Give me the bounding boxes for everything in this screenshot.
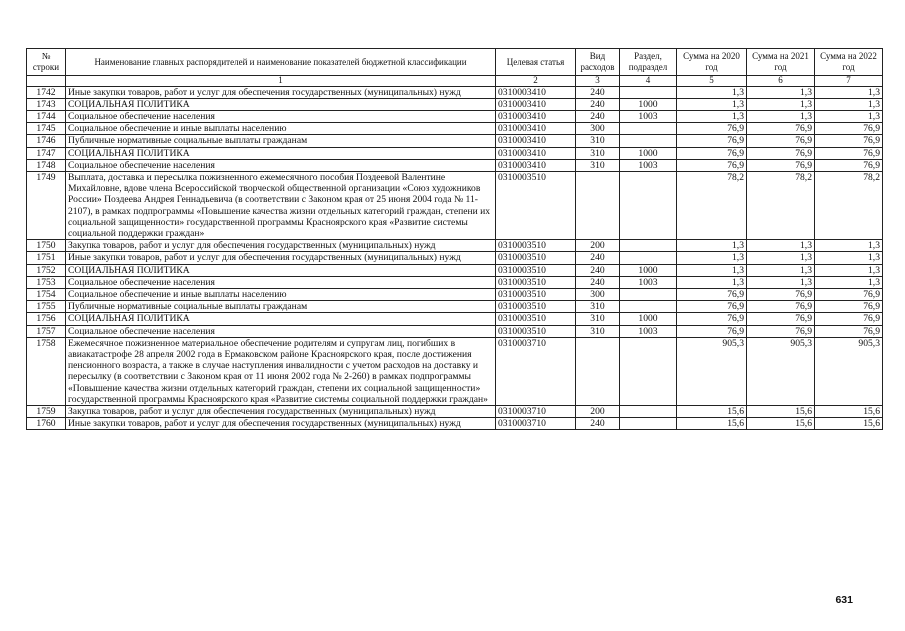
row-sum-2020: 1,3 (677, 252, 747, 264)
row-expense-type: 200 (576, 405, 620, 417)
row-sum-2022: 76,9 (815, 313, 883, 325)
row-sum-2022: 76,9 (815, 147, 883, 159)
row-section (620, 405, 677, 417)
row-expense-type: 300 (576, 123, 620, 135)
row-number: 1754 (27, 288, 66, 300)
row-target-article: 0310003510 (496, 240, 576, 252)
row-sum-2020: 76,9 (677, 135, 747, 147)
row-sum-2022: 1,3 (815, 98, 883, 110)
row-section (620, 418, 677, 430)
row-name: Социальное обеспечение и иные выплаты населению (66, 123, 496, 135)
column-number: 6 (747, 76, 815, 87)
row-name: СОЦИАЛЬНАЯ ПОЛИТИКА (66, 264, 496, 276)
table-row (27, 159, 883, 171)
header-sum-2022: Сумма на 2022 год (815, 49, 883, 76)
row-target-article: 0310003410 (496, 123, 576, 135)
row-sum-2022: 76,9 (815, 123, 883, 135)
row-target-article: 0310003510 (496, 171, 576, 239)
header-sum-2020: Сумма на 2020 год (677, 49, 747, 76)
row-expense-type: 310 (576, 325, 620, 337)
row-target-article: 0310003510 (496, 252, 576, 264)
row-section (620, 240, 677, 252)
row-target-article: 0310003410 (496, 86, 576, 98)
row-sum-2021: 76,9 (747, 288, 815, 300)
row-section: 1003 (620, 325, 677, 337)
row-sum-2020: 1,3 (677, 240, 747, 252)
header-target: Целевая статья (496, 49, 576, 76)
column-number: 7 (815, 76, 883, 87)
row-section (620, 252, 677, 264)
row-sum-2020: 78,2 (677, 171, 747, 239)
table-row (27, 325, 883, 337)
row-sum-2020: 1,3 (677, 86, 747, 98)
row-sum-2022: 1,3 (815, 276, 883, 288)
row-expense-type: 310 (576, 135, 620, 147)
header-exp-type: Вид расходов (576, 49, 620, 76)
row-expense-type: 240 (576, 110, 620, 122)
table-row (27, 110, 883, 122)
row-sum-2022: 15,6 (815, 405, 883, 417)
row-sum-2021: 905,3 (747, 337, 815, 405)
row-number: 1758 (27, 337, 66, 405)
row-target-article: 0310003710 (496, 418, 576, 430)
row-number: 1752 (27, 264, 66, 276)
row-number: 1753 (27, 276, 66, 288)
row-target-article: 0310003710 (496, 337, 576, 405)
row-number: 1744 (27, 110, 66, 122)
row-sum-2021: 15,6 (747, 418, 815, 430)
row-target-article: 0310003510 (496, 301, 576, 313)
row-sum-2022: 1,3 (815, 86, 883, 98)
row-number: 1745 (27, 123, 66, 135)
column-number (27, 76, 66, 87)
row-name: Публичные нормативные социальные выплаты гражданам (66, 135, 496, 147)
table-row (27, 98, 883, 110)
header-sum-2021: Сумма на 2021 год (747, 49, 815, 76)
row-sum-2020: 76,9 (677, 147, 747, 159)
row-section (620, 337, 677, 405)
row-number: 1742 (27, 86, 66, 98)
row-name: Иные закупки товаров, работ и услуг для обеспечения государственных (муниципальных) нужд (66, 252, 496, 264)
row-expense-type: 240 (576, 264, 620, 276)
table-row (27, 252, 883, 264)
row-sum-2021: 1,3 (747, 86, 815, 98)
row-expense-type: 240 (576, 418, 620, 430)
row-sum-2020: 1,3 (677, 264, 747, 276)
row-sum-2020: 1,3 (677, 110, 747, 122)
row-target-article: 0310003410 (496, 110, 576, 122)
table-row (27, 405, 883, 417)
header-row-no: № строки (27, 49, 66, 76)
table-row (27, 264, 883, 276)
row-sum-2021: 1,3 (747, 252, 815, 264)
row-target-article: 0310003510 (496, 313, 576, 325)
row-expense-type: 200 (576, 240, 620, 252)
row-name: Социальное обеспечение и иные выплаты населению (66, 288, 496, 300)
row-sum-2020: 15,6 (677, 418, 747, 430)
row-section (620, 135, 677, 147)
row-expense-type: 240 (576, 276, 620, 288)
row-sum-2021: 1,3 (747, 110, 815, 122)
row-target-article: 0310003410 (496, 98, 576, 110)
row-expense-type: 310 (576, 313, 620, 325)
row-sum-2021: 76,9 (747, 135, 815, 147)
row-number: 1743 (27, 98, 66, 110)
row-sum-2021: 1,3 (747, 98, 815, 110)
row-expense-type: 240 (576, 98, 620, 110)
row-sum-2022: 1,3 (815, 110, 883, 122)
row-name: Социальное обеспечение населения (66, 276, 496, 288)
row-sum-2020: 1,3 (677, 276, 747, 288)
row-sum-2022: 78,2 (815, 171, 883, 239)
row-sum-2021: 15,6 (747, 405, 815, 417)
row-section (620, 288, 677, 300)
row-section (620, 123, 677, 135)
row-sum-2021: 76,9 (747, 159, 815, 171)
row-sum-2021: 76,9 (747, 313, 815, 325)
row-name: СОЦИАЛЬНАЯ ПОЛИТИКА (66, 147, 496, 159)
row-number: 1750 (27, 240, 66, 252)
row-sum-2022: 1,3 (815, 240, 883, 252)
row-name: Иные закупки товаров, работ и услуг для обеспечения государственных (муниципальных) нужд (66, 86, 496, 98)
row-name: Иные закупки товаров, работ и услуг для обеспечения государственных (муниципальных) нужд (66, 418, 496, 430)
row-target-article: 0310003710 (496, 405, 576, 417)
row-sum-2021: 76,9 (747, 301, 815, 313)
row-name: Закупка товаров, работ и услуг для обеспечения государственных (муниципальных) нужд (66, 405, 496, 417)
row-section: 1003 (620, 110, 677, 122)
row-number: 1746 (27, 135, 66, 147)
row-target-article: 0310003510 (496, 325, 576, 337)
header-section: Раздел, подраздел (620, 49, 677, 76)
row-sum-2020: 76,9 (677, 313, 747, 325)
table-row (27, 123, 883, 135)
row-target-article: 0310003410 (496, 159, 576, 171)
row-number: 1760 (27, 418, 66, 430)
row-sum-2021: 1,3 (747, 276, 815, 288)
table-row (27, 240, 883, 252)
row-section: 1003 (620, 159, 677, 171)
row-section: 1000 (620, 147, 677, 159)
column-number: 3 (576, 76, 620, 87)
row-number: 1749 (27, 171, 66, 239)
row-sum-2022: 1,3 (815, 264, 883, 276)
row-sum-2021: 76,9 (747, 123, 815, 135)
row-section: 1003 (620, 276, 677, 288)
table-row (27, 288, 883, 300)
row-sum-2020: 1,3 (677, 98, 747, 110)
row-sum-2022: 76,9 (815, 135, 883, 147)
table-row (27, 171, 883, 239)
row-sum-2022: 15,6 (815, 418, 883, 430)
row-section (620, 171, 677, 239)
row-section (620, 301, 677, 313)
row-name: Публичные нормативные социальные выплаты гражданам (66, 301, 496, 313)
row-sum-2022: 76,9 (815, 325, 883, 337)
row-target-article: 0310003410 (496, 135, 576, 147)
column-number: 5 (677, 76, 747, 87)
row-number: 1747 (27, 147, 66, 159)
row-target-article: 0310003410 (496, 147, 576, 159)
row-number: 1751 (27, 252, 66, 264)
column-number: 1 (66, 76, 496, 87)
header-row (27, 49, 883, 76)
row-expense-type: 300 (576, 288, 620, 300)
row-sum-2022: 1,3 (815, 252, 883, 264)
row-sum-2020: 76,9 (677, 301, 747, 313)
row-sum-2022: 76,9 (815, 159, 883, 171)
row-sum-2020: 15,6 (677, 405, 747, 417)
table-row (27, 147, 883, 159)
row-sum-2021: 1,3 (747, 240, 815, 252)
row-expense-type (576, 171, 620, 239)
table-row (27, 276, 883, 288)
row-name: Социальное обеспечение населения (66, 325, 496, 337)
row-target-article: 0310003510 (496, 264, 576, 276)
row-sum-2020: 76,9 (677, 123, 747, 135)
column-number-row (27, 76, 883, 87)
table-row (27, 135, 883, 147)
row-number: 1757 (27, 325, 66, 337)
row-sum-2022: 76,9 (815, 288, 883, 300)
row-section (620, 86, 677, 98)
column-number: 2 (496, 76, 576, 87)
row-number: 1748 (27, 159, 66, 171)
row-name: Ежемесячное пожизненное материальное обеспечение родителям и супругам лиц, погибших в авиакатастрофе 28 апреля 2002 года в Ермаковском районе Красноярского края, после достижения пенсионного возраста, а также в случае наступления инвалидности с учетом расходов на доставку и пересылку (в соответствии с Законом края от 11 июня 2002 года № 2-260) в рамках подпрограммы «Повышение качества жизни отдельных категорий граждан, степени их социальной защищенности» государственной программы Красноярского края «Развитие системы социальной поддержки граждан» (66, 337, 496, 405)
table-row (27, 337, 883, 405)
row-name: СОЦИАЛЬНАЯ ПОЛИТИКА (66, 98, 496, 110)
page-number: 631 (835, 594, 853, 606)
column-number: 4 (620, 76, 677, 87)
row-expense-type: 240 (576, 252, 620, 264)
row-target-article: 0310003510 (496, 276, 576, 288)
table-body (27, 86, 883, 430)
row-expense-type: 240 (576, 86, 620, 98)
row-expense-type: 310 (576, 147, 620, 159)
row-expense-type: 310 (576, 159, 620, 171)
row-name: Закупка товаров, работ и услуг для обеспечения государственных (муниципальных) нужд (66, 240, 496, 252)
row-name: Выплата, доставка и пересылка пожизненного ежемесячного пособия Поздеевой Валентине Михайловне, вдове члена Всероссийской творческой общественной организации «Союз художников России» Поздеева Андрея Геннадьевича (в соответствии с Законом края от 25 июня 2004 года № 11-2107), в рамках подпрограммы «Повышение качества жизни отдельных категорий граждан, степени их социальной защищенности» государственной программы Красноярского края «Развитие системы социальной поддержки граждан» (66, 171, 496, 239)
row-section: 1000 (620, 264, 677, 276)
row-sum-2022: 76,9 (815, 301, 883, 313)
row-sum-2020: 76,9 (677, 159, 747, 171)
row-name: Социальное обеспечение населения (66, 110, 496, 122)
row-section: 1000 (620, 98, 677, 110)
row-sum-2021: 1,3 (747, 264, 815, 276)
row-sum-2020: 76,9 (677, 288, 747, 300)
table-row (27, 86, 883, 98)
row-section: 1000 (620, 313, 677, 325)
row-sum-2021: 78,2 (747, 171, 815, 239)
row-sum-2020: 76,9 (677, 325, 747, 337)
row-expense-type: 310 (576, 301, 620, 313)
row-sum-2021: 76,9 (747, 325, 815, 337)
row-number: 1755 (27, 301, 66, 313)
table-row (27, 301, 883, 313)
table-row (27, 313, 883, 325)
row-name: Социальное обеспечение населения (66, 159, 496, 171)
row-number: 1759 (27, 405, 66, 417)
row-sum-2020: 905,3 (677, 337, 747, 405)
row-name: СОЦИАЛЬНАЯ ПОЛИТИКА (66, 313, 496, 325)
row-number: 1756 (27, 313, 66, 325)
row-target-article: 0310003510 (496, 288, 576, 300)
budget-table (26, 48, 883, 430)
row-sum-2021: 76,9 (747, 147, 815, 159)
header-name: Наименование главных распорядителей и наименование показателей бюджетной классификации (66, 49, 496, 76)
row-sum-2022: 905,3 (815, 337, 883, 405)
table-row (27, 418, 883, 430)
row-expense-type (576, 337, 620, 405)
